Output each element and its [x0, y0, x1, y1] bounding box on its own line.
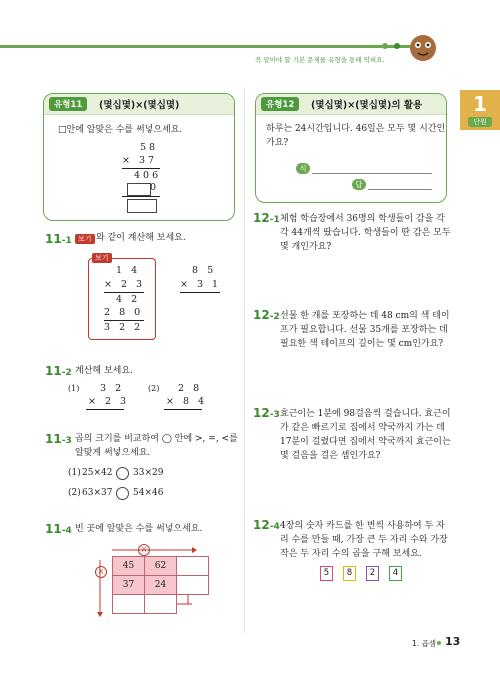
problem-text: 각 44개씩 땄습니다. 학생들이 딴 감은 모두	[280, 228, 451, 238]
problem-text: 리 수를 만들 때, 가장 큰 두 자리 수와 가장	[280, 535, 448, 545]
type12-question: 가요?	[266, 138, 289, 148]
problem-text: 필요한 색 테이프의 길이는 몇 cm인가요?	[280, 339, 444, 349]
page-number: 13	[445, 635, 461, 648]
problem-number: 12-1	[253, 211, 280, 225]
calc-row: 3 2 2	[104, 322, 144, 333]
multiply-op-icon: ×	[95, 566, 107, 578]
calc-rule	[122, 168, 160, 169]
problem-number: 12-3	[253, 406, 280, 420]
problem-text: 곱의 크기를 비교하여 ◯ 안에 >, =, <를	[75, 434, 238, 444]
calc-rule	[122, 196, 160, 197]
calc-row: 406	[134, 170, 162, 181]
problem-text: 체험 학습장에서 36명의 학생들이 감을 각	[280, 214, 445, 224]
type11-badge: 유형11	[49, 97, 87, 111]
type12-title: (몇십몇)×(몇십몇)의 활용	[311, 100, 423, 111]
calc-row: 3 2	[100, 383, 125, 394]
calc-row: 58	[140, 142, 159, 153]
item-label: (1)	[68, 384, 80, 393]
compare-left: 25×42	[82, 468, 113, 478]
grid-cell-blank[interactable]	[176, 556, 209, 576]
grid-cell-blank[interactable]	[112, 594, 145, 614]
calc-rule	[164, 409, 202, 410]
calc-row: 2 8	[178, 383, 203, 394]
calc-row: × 2 3	[104, 279, 146, 290]
compare-circle[interactable]	[116, 487, 129, 500]
calc-row: 1 4	[116, 265, 141, 276]
item-label: (2)	[68, 488, 81, 498]
problem-text: 빈 곳에 알맞은 수를 써넣으세요.	[75, 524, 203, 534]
footer-dot	[437, 641, 441, 645]
grid-cell: 62	[144, 556, 177, 576]
calc-rule	[86, 409, 124, 410]
chapter-label: 단원	[468, 117, 492, 127]
problem-number: 11-1	[45, 232, 72, 246]
grid-cell: 45	[112, 556, 145, 576]
multiply-op-icon: ×	[138, 544, 150, 556]
problem-number: 11-3	[45, 432, 72, 446]
column-divider	[244, 88, 245, 633]
grid-cell-blank[interactable]	[144, 594, 177, 614]
calc-row: 8 5	[192, 265, 217, 276]
problem-number: 11-2	[45, 364, 72, 378]
compare-left: 63×37	[82, 488, 113, 498]
sik-answer-line[interactable]	[312, 173, 432, 174]
compare-circle[interactable]	[116, 467, 129, 480]
chapter-tab	[460, 90, 500, 130]
problem-text: 프가 필요합니다. 선물 35개를 포장하는 데	[280, 325, 448, 335]
compare-right: 54×46	[133, 488, 164, 498]
type11-title: (몇십몇)×(몇십몇)	[99, 100, 180, 111]
problem-number: 12-4	[253, 518, 280, 532]
example-box-tag: 보기	[92, 253, 112, 263]
header-dot	[394, 43, 400, 49]
calc-row: 0	[150, 182, 160, 193]
sik-label: 식	[296, 163, 310, 174]
problem-text: 작은 두 자리 수의 곱을 구해 보세요.	[280, 549, 422, 559]
problem-number: 11-4	[45, 522, 72, 536]
type12-header	[256, 94, 446, 115]
calc-row: × 2 3	[88, 396, 130, 407]
mascot-icon	[408, 33, 438, 63]
type11-header	[44, 94, 234, 115]
chapter-number: 1	[473, 92, 487, 116]
dap-label: 답	[352, 179, 366, 190]
problem-text: 와 같이 계산해 보세요.	[96, 233, 186, 243]
problem-text: 알맞게 써넣으세요.	[75, 448, 151, 458]
dap-answer-line[interactable]	[368, 189, 432, 190]
number-card: 8	[343, 566, 356, 581]
header-dot	[382, 43, 388, 49]
number-card: 2	[366, 566, 379, 581]
number-card: 4	[389, 566, 402, 581]
item-label: (1)	[68, 468, 81, 478]
problem-number: 12-2	[253, 308, 280, 322]
problem-text: 몇 걸음을 걸은 셈인가요?	[280, 451, 381, 461]
calc-row: × 3 1	[180, 279, 222, 290]
grid-cell: 24	[144, 575, 177, 595]
type11-instruction: □안에 알맞은 수를 써넣으세요.	[58, 125, 183, 135]
header-tagline: 꼭 알아야 할 기본 문제를 유형을 통해 익혀요.	[255, 56, 385, 64]
type12-question: 하루는 24시간입니다. 46일은 모두 몇 시간인	[266, 124, 446, 134]
calc-row: 4 2	[116, 294, 141, 305]
calc-row: 2 8 0	[104, 307, 144, 318]
problem-text: 계산해 보세요.	[75, 366, 133, 376]
grid-cell: 37	[112, 575, 145, 595]
type12-badge: 유형12	[261, 97, 299, 111]
answer-box[interactable]	[127, 199, 157, 213]
calc-rule	[104, 292, 144, 293]
problem-text: 몇 개인가요?	[280, 242, 332, 252]
example-tag: 보기	[75, 234, 95, 244]
calc-row: × 8 4	[166, 396, 208, 407]
compare-right: 33×29	[133, 468, 164, 478]
answer-box[interactable]	[127, 183, 151, 196]
calc-row: × 37	[122, 155, 158, 166]
header-rule	[0, 45, 418, 48]
problem-text: 효근이는 1분에 98걸음씩 걸습니다. 효근이	[280, 409, 451, 419]
problem-text: 17분이 걸렸다면 집에서 약국까지 효근이는	[280, 437, 451, 447]
grid-cell-blank[interactable]	[176, 575, 209, 595]
footer-section: 1. 곱셈	[412, 639, 437, 648]
calc-rule	[180, 292, 220, 293]
calc-rule	[104, 320, 144, 321]
item-label: (2)	[148, 384, 160, 393]
problem-text: 4장의 숫자 카드를 한 번씩 사용하여 두 자	[280, 521, 445, 531]
problem-text: 가 같은 빠르기로 집에서 약국까지 가는 데	[280, 423, 445, 433]
problem-text: 선물 한 개를 포장하는 데 48 cm의 색 테이	[280, 311, 450, 321]
number-card: 5	[320, 566, 333, 581]
